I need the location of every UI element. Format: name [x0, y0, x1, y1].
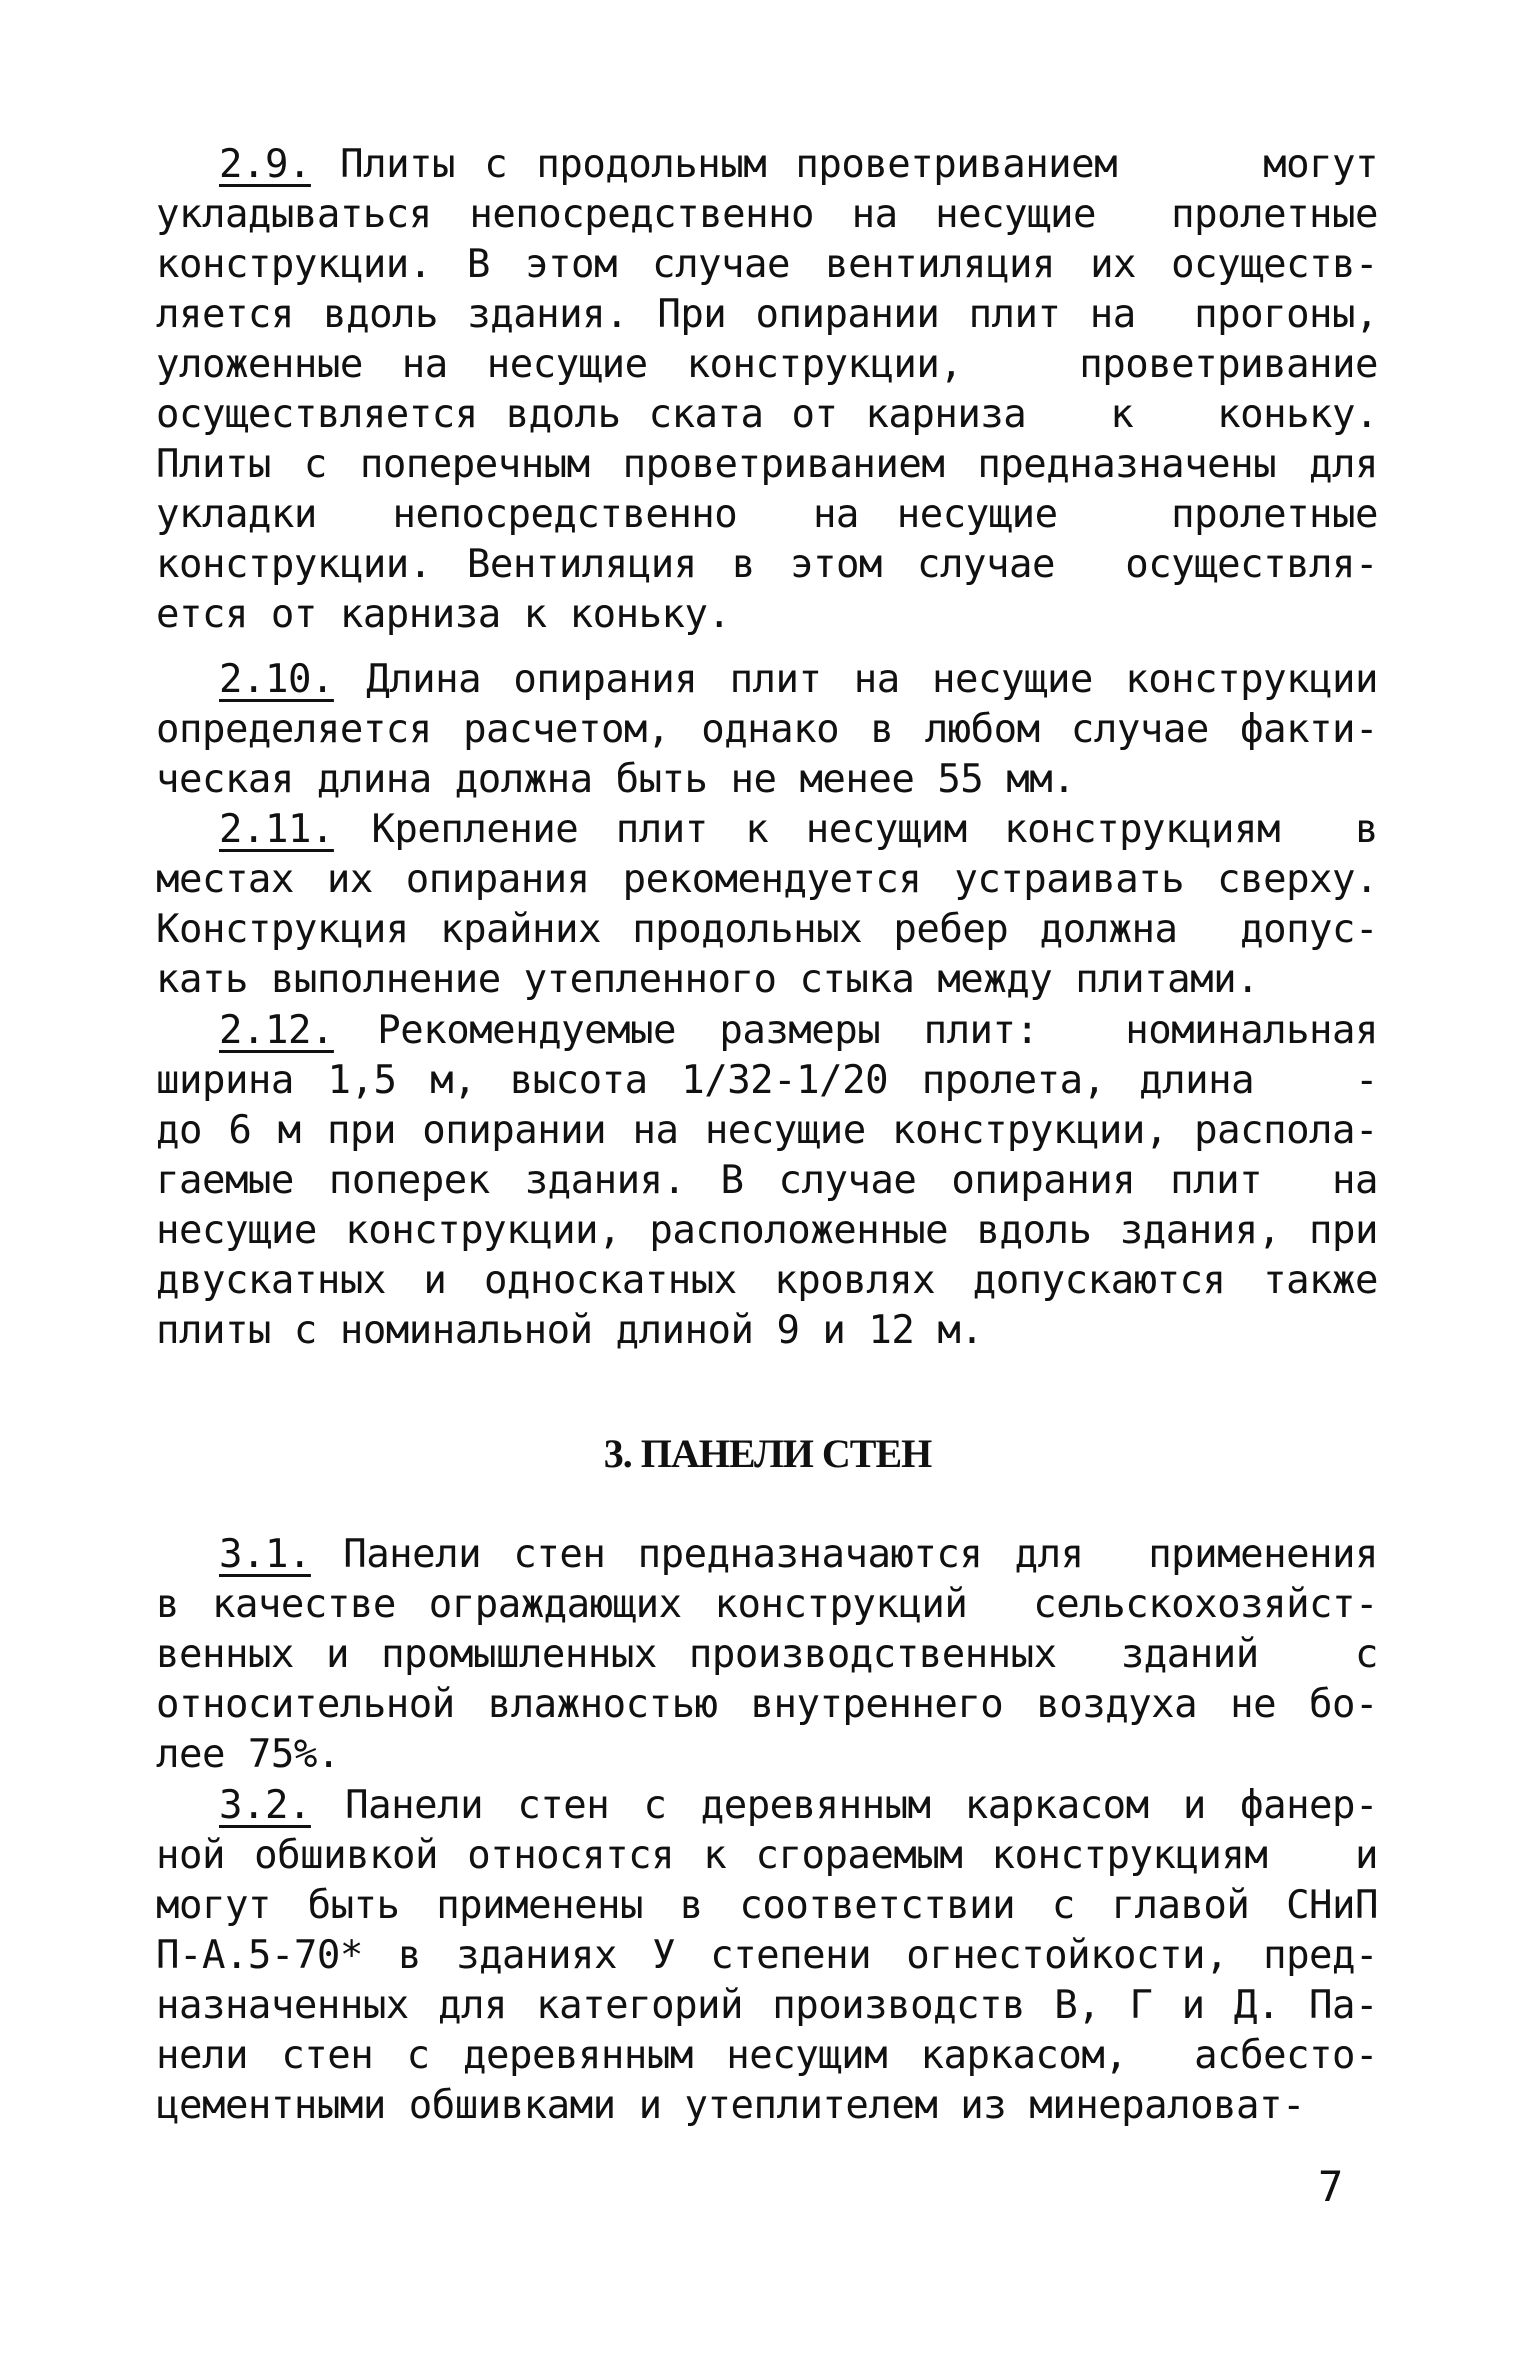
clause-number: 2.9.	[219, 142, 311, 187]
clause-number: 3.2.	[219, 1783, 311, 1828]
text-line: до 6 м при опирании на несущие конструкции, распола-	[156, 1108, 1378, 1153]
clause-text: Панели стен с деревянным каркасом и фанер-	[310, 1783, 1378, 1828]
paragraph-first-line	[219, 1530, 1378, 1580]
text-line: уложенные на несущие конструкции, проветривание	[156, 342, 1378, 387]
text-line: определяется расчетом, однако в любом случае факти-	[156, 707, 1378, 752]
clause-text: Рекомендуемые размеры плит: номинальная	[333, 1008, 1378, 1053]
text-line: местах их опирания рекомендуется устраивать сверху.	[156, 857, 1378, 902]
text-line: относительной влажностью внутреннего воздуха не бо-	[156, 1682, 1378, 1727]
clause-number: 2.12.	[219, 1008, 334, 1053]
text-line: конструкции. В этом случае вентиляция их осуществ-	[156, 242, 1378, 287]
text-line: укладываться непосредственно на несущие пролетные	[156, 192, 1378, 237]
text-line: конструкции. Вентиляция в этом случае осуществля-	[156, 542, 1378, 587]
clause-text: Панели стен предназначаются для применения	[310, 1532, 1378, 1577]
text-line: Плиты с поперечным проветриванием предназначены для	[156, 442, 1378, 487]
text-line: ляется вдоль здания. При опирании плит на прогоны,	[156, 292, 1378, 337]
text-line: цементными обшивками и утеплителем из минераловат-	[156, 2083, 1305, 2128]
text-line: П-А.5-70* в зданиях У степени огнестойкости, пред-	[156, 1933, 1378, 1978]
text-line: гаемые поперек здания. В случае опирания плит на	[156, 1158, 1378, 1203]
clause-number: 2.10.	[219, 657, 334, 702]
paragraph-first-line	[219, 805, 1378, 855]
clause-number: 2.11.	[219, 807, 334, 852]
text-line: в качестве ограждающих конструкций сельскохозяйст-	[156, 1582, 1378, 1627]
text-line: венных и промышленных производственных зданий с	[156, 1632, 1378, 1677]
clause-text: Плиты с продольным проветриванием могут	[310, 142, 1378, 187]
text-line: ной обшивкой относятся к сгораемым конструкциям и	[156, 1833, 1378, 1878]
text-line: кать выполнение утепленного стыка между плитами.	[156, 957, 1260, 1002]
text-line: ется от карниза к коньку.	[156, 592, 731, 637]
clause-text: Крепление плит к несущим конструкциям в	[333, 807, 1378, 852]
text-line: могут быть применены в соответствии с главой СНиП	[156, 1883, 1378, 1928]
clause-text: Длина опирания плит на несущие конструкции	[333, 657, 1378, 702]
text-line: лее 75%.	[156, 1732, 340, 1777]
text-line: осуществляется вдоль ската от карниза к коньку.	[156, 392, 1378, 437]
text-line: назначенных для категорий производств В, Г и Д. Па-	[156, 1983, 1378, 2028]
text-line: Конструкция крайних продольных ребер должна допус-	[156, 907, 1378, 952]
text-line: укладки непосредственно на несущие пролетные	[156, 492, 1378, 537]
section-heading: 3. ПАНЕЛИ СТЕН	[603, 1431, 932, 1476]
text-line: нели стен с деревянным несущим каркасом, асбесто-	[156, 2033, 1378, 2078]
text-line: несущие конструкции, расположенные вдоль здания, при	[156, 1208, 1378, 1253]
paragraph-first-line	[219, 1781, 1378, 1831]
text-line: ческая длина должна быть не менее 55 мм.	[156, 757, 1076, 802]
paragraph-first-line	[219, 655, 1378, 705]
text-line: плиты с номинальной длиной 9 и 12 м.	[156, 1308, 984, 1353]
clause-number: 3.1.	[219, 1532, 311, 1577]
paragraph-first-line	[219, 1006, 1378, 1056]
paragraph-first-line	[219, 140, 1378, 190]
text-line: двускатных и односкатных кровлях допускаются также	[156, 1258, 1378, 1303]
page-number: 7	[1318, 2162, 1344, 2211]
text-line: ширина 1,5 м, высота 1/32-1/20 пролета, длина -	[156, 1058, 1378, 1103]
